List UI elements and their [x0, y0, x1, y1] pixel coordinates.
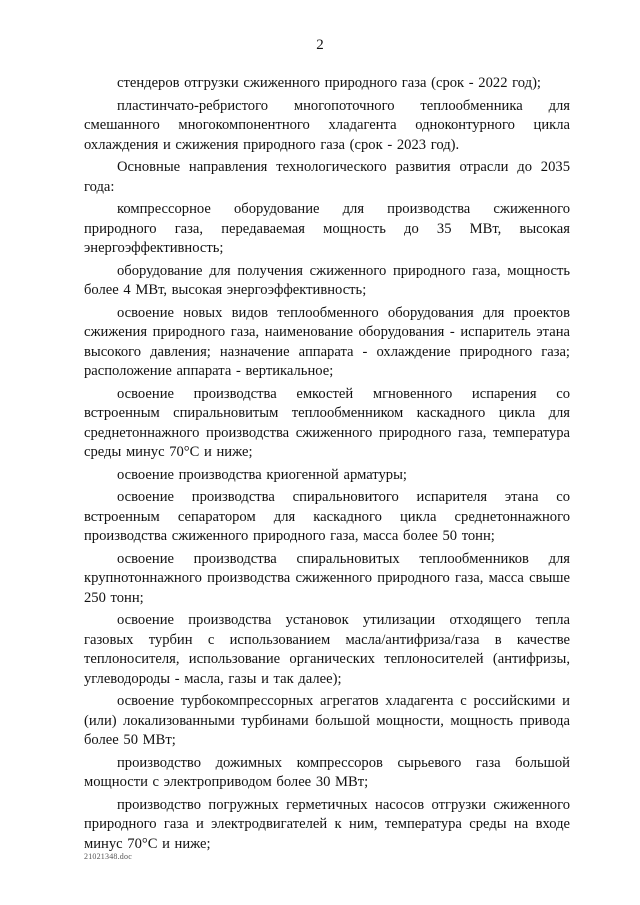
- page-number: 2: [316, 37, 324, 53]
- paragraph: освоение производства спиральновитых теплообменников для крупнотоннажного производства сжиженного природного газа, масса свыше 250 тонн;: [84, 550, 570, 606]
- document-file-code: 21021348.doc: [84, 852, 132, 861]
- paragraph: освоение производства установок утилизации отходящего тепла газовых турбин с использованием масла/антифриза/газа в качестве теплоносителя, использование органических теплоносителей (антифризы, углеводороды - масла, газы и так далее);: [84, 612, 570, 687]
- paragraph: пластинчато-ребристого многопоточного теплообменника для смешанного многокомпонентного хладагента одноконтурного цикла охлаждения и сжижения природного газа (срок - 2023 год).: [84, 97, 570, 153]
- paragraph: освоение новых видов теплообменного оборудования для проектов сжижения природного газа, наименование оборудования - испаритель этана высокого давления; назначение аппарата - охлаждение природного газа; расположение аппарата - вертикальное;: [84, 304, 570, 379]
- paragraph: стендеров отгрузки сжиженного природного газа (срок - 2022 год);: [117, 75, 541, 91]
- paragraph: производство дожимных компрессоров сырьевого газа большой мощности с электроприводом более 30 МВт;: [84, 754, 570, 790]
- paragraph: освоение производства спиральновитого испарителя этана со встроенным сепаратором для каскадного цикла среднетоннажного производства сжиженного природного газа, масса более 50 тонн;: [84, 489, 570, 544]
- paragraph: Основные направления технологического развития отрасли до 2035 года:: [84, 159, 570, 195]
- paragraph: освоение турбокомпрессорных агрегатов хладагента с российскими и (или) локализованными турбинами большой мощности, мощность привода более 50 МВт;: [84, 693, 570, 748]
- document-body: [84, 74, 570, 857]
- paragraph: компрессорное оборудование для производства сжиженного природного газа, передаваемая мощность до 35 МВт, высокая энергоэффективность;: [84, 201, 570, 256]
- paragraph: оборудование для получения сжиженного природного газа, мощность более 4 МВт, высокая энергоэффективность;: [84, 262, 570, 298]
- paragraph: освоение производства криогенной арматуры;: [117, 466, 407, 483]
- paragraph: освоение производства емкостей мгновенного испарения со встроенным спиральновитым теплообменником каскадного цикла для среднетоннажного производства сжиженного природного газа, температура среды минус 70°С и ниже;: [84, 385, 570, 460]
- paragraph: производство погружных герметичных насосов отгрузки сжиженного природного газа и электродвигателей к ним, температура среды на входе минус 70°С и ниже;: [84, 796, 570, 852]
